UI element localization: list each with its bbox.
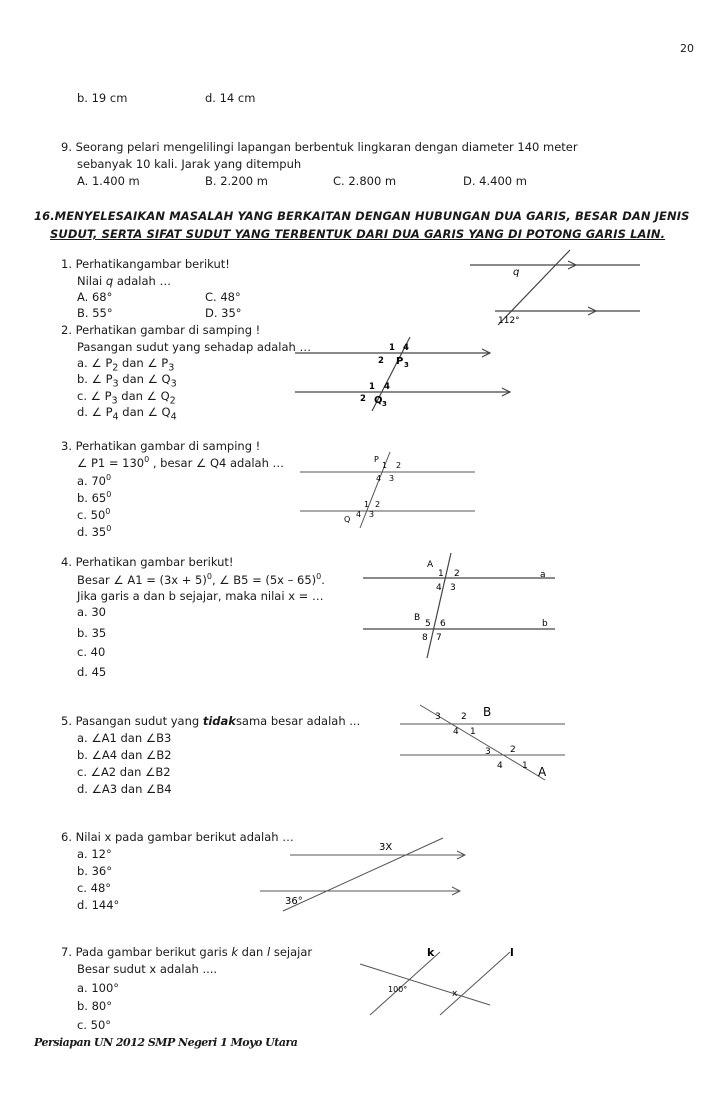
- p4-option-d: d. 45: [77, 665, 107, 679]
- prev-option-d: d. 14 cm: [205, 91, 256, 105]
- svg-text:B: B: [483, 705, 492, 719]
- p4-option-a: a. 30: [77, 605, 106, 619]
- svg-text:5: 5: [425, 619, 431, 629]
- p3-option-d: d. $35^0$: [77, 524, 112, 539]
- p2-option-c: c. ∠ $P_3$ dan ∠ $Q_2$: [77, 389, 176, 407]
- svg-text:2: 2: [360, 394, 366, 404]
- svg-text:2: 2: [378, 356, 384, 366]
- p1-stem: 1. Perhatikangambar berikut!: [61, 257, 230, 271]
- q9-stem-2: sebanyak 10 kali. Jarak yang ditempuh: [77, 157, 302, 171]
- p2-option-a: a. ∠ $P_2$ dan ∠ $P_3$: [77, 356, 175, 374]
- p7-option-c: c. 50°: [77, 1018, 112, 1032]
- svg-text:1: 1: [369, 382, 375, 392]
- p4-stem-2: Besar ∠ $A1 = (3x + 5)^0$, ∠ B5 = (5x – 65)$^0$.: [77, 572, 325, 587]
- p1-stem-2: Nilai q adalah …: [77, 274, 171, 288]
- q9-option-d: D. 4.400 m: [463, 174, 527, 188]
- p6-option-b: b. 36°: [77, 864, 112, 878]
- p6-option-a: a. 12°: [77, 847, 112, 861]
- section-heading-2: SUDUT, SERTA SIFAT SUDUT YANG TERBENTUK DARI DUA GARIS YANG DI POTONG GARIS LAIN.: [50, 227, 666, 241]
- p6-option-d: d. 144°: [77, 898, 120, 912]
- svg-text:Q: Q: [374, 395, 383, 406]
- svg-text:P: P: [374, 455, 379, 464]
- p7-figure: [355, 940, 535, 1020]
- p5-stem: 5. Pasangan sudut yang tidaksama besar adalah ...: [61, 714, 361, 728]
- p5-option-d: d. ∠A3 dan ∠B4: [77, 782, 172, 796]
- svg-text:l: l: [510, 946, 514, 959]
- p2-option-b: b. ∠ $P_3$ dan ∠ $Q_3$: [77, 372, 177, 390]
- svg-text:Q: Q: [344, 515, 351, 524]
- q9-option-c: C. 2.800 m: [333, 174, 397, 188]
- p7-stem-2: Besar sudut x adalah ....: [77, 962, 218, 976]
- p6-option-c: c. 48°: [77, 881, 112, 895]
- p1-option-c: C. 48°: [205, 290, 241, 304]
- p6-figure: [255, 835, 475, 915]
- p7-option-a: a. 100°: [77, 981, 120, 995]
- footer: Persiapan UN 2012 SMP Negeri 1 Moyo Utara: [34, 1036, 298, 1049]
- q9-option-a: A. 1.400 m: [77, 174, 140, 188]
- svg-text:1: 1: [364, 500, 370, 509]
- p1-option-b: B. 55°: [77, 306, 113, 320]
- svg-text:1: 1: [389, 343, 395, 353]
- p4-option-c: c. 40: [77, 645, 106, 659]
- svg-text:8: 8: [422, 633, 428, 643]
- q9-stem: 9. Seorang pelari mengelilingi lapangan berbentuk lingkaran dengan diameter 140 meter: [61, 140, 578, 154]
- svg-text:3: 3: [435, 712, 441, 722]
- p3-stem-2: ∠ $P1 = 130^0$ , besar ∠ Q4 adalah …: [77, 455, 285, 470]
- svg-text:1: 1: [438, 569, 444, 579]
- svg-text:3: 3: [389, 474, 395, 483]
- p5-option-c: c. ∠A2 dan ∠B2: [77, 765, 171, 779]
- svg-text:2: 2: [375, 500, 381, 509]
- p7-stem: 7. Pada gambar berikut garis k dan l sejajar: [61, 945, 313, 959]
- p2-option-d: d. ∠ $P_4$ dan ∠ $Q_4$: [77, 405, 177, 423]
- p4-option-b: b. 35: [77, 626, 107, 640]
- svg-text:A: A: [538, 765, 547, 779]
- p1-fig-q-label: q: [513, 267, 520, 278]
- p1-option-a: A. 68°: [77, 290, 113, 304]
- prev-option-b: b. 19 cm: [77, 91, 128, 105]
- p3-stem: 3. Perhatikan gambar di samping !: [61, 439, 261, 453]
- section-heading: 16.MENYELESAIKAN MASALAH YANG BERKAITAN DENGAN HUBUNGAN DUA GARIS, BESAR DAN JENIS: [34, 209, 690, 223]
- svg-text:P: P: [396, 356, 404, 367]
- svg-text:4: 4: [453, 727, 459, 737]
- p3-option-a: a. $70^0$: [77, 473, 112, 488]
- svg-text:3X: 3X: [379, 842, 393, 853]
- svg-text:2: 2: [396, 461, 402, 470]
- svg-text:1: 1: [382, 461, 388, 470]
- svg-text:3: 3: [369, 510, 375, 519]
- svg-text:x: x: [452, 989, 458, 999]
- p2-stem-2: Pasangan sudut yang sehadap adalah …: [77, 340, 311, 354]
- svg-text:2: 2: [510, 745, 516, 755]
- p7-option-b: b. 80°: [77, 999, 112, 1013]
- p5-option-b: b. ∠A4 dan ∠B2: [77, 748, 172, 762]
- svg-text:3: 3: [404, 361, 409, 369]
- svg-text:4: 4: [436, 583, 442, 593]
- p4-stem-3: Jika garis a dan b sejajar, maka nilai x = …: [77, 589, 324, 603]
- p1-figure: [440, 245, 670, 330]
- page-number: 20: [680, 42, 694, 55]
- svg-text:2: 2: [454, 569, 460, 579]
- svg-text:3: 3: [382, 400, 387, 408]
- p2-stem: 2. Perhatikan gambar di samping !: [61, 323, 261, 337]
- svg-text:100°: 100°: [388, 985, 408, 994]
- p4-figure: [355, 550, 565, 660]
- svg-text:36°: 36°: [285, 896, 303, 907]
- svg-text:4: 4: [384, 382, 390, 392]
- svg-text:4: 4: [497, 761, 503, 771]
- p1-option-d: D. 35°: [205, 306, 242, 320]
- svg-text:b: b: [542, 619, 548, 629]
- svg-text:B: B: [414, 613, 421, 623]
- p5-figure: [395, 700, 575, 785]
- svg-text:3: 3: [450, 583, 456, 593]
- svg-text:A: A: [427, 560, 434, 570]
- svg-text:6: 6: [440, 619, 446, 629]
- svg-text:4: 4: [403, 343, 409, 353]
- svg-text:k: k: [427, 946, 435, 959]
- q9-option-b: B. 2.200 m: [205, 174, 268, 188]
- svg-text:2: 2: [461, 712, 467, 722]
- svg-text:7: 7: [436, 633, 442, 643]
- p6-stem: 6. Nilai x pada gambar berikut adalah …: [61, 830, 294, 844]
- p5-option-a: a. ∠A1 dan ∠B3: [77, 731, 172, 745]
- svg-text:3: 3: [485, 747, 491, 757]
- p3-option-b: b. $65^0$: [77, 490, 112, 505]
- svg-text:1: 1: [522, 761, 528, 771]
- p1-fig-angle-label: 112°: [498, 316, 520, 326]
- svg-text:4: 4: [356, 510, 362, 519]
- svg-text:1: 1: [470, 727, 476, 737]
- svg-text:4: 4: [376, 474, 382, 483]
- svg-text:a: a: [540, 570, 546, 580]
- p3-figure: [290, 450, 480, 530]
- p3-option-c: c. $50^0$: [77, 507, 111, 522]
- p2-figure: [290, 335, 520, 415]
- p4-stem: 4. Perhatikan gambar berikut!: [61, 555, 234, 569]
